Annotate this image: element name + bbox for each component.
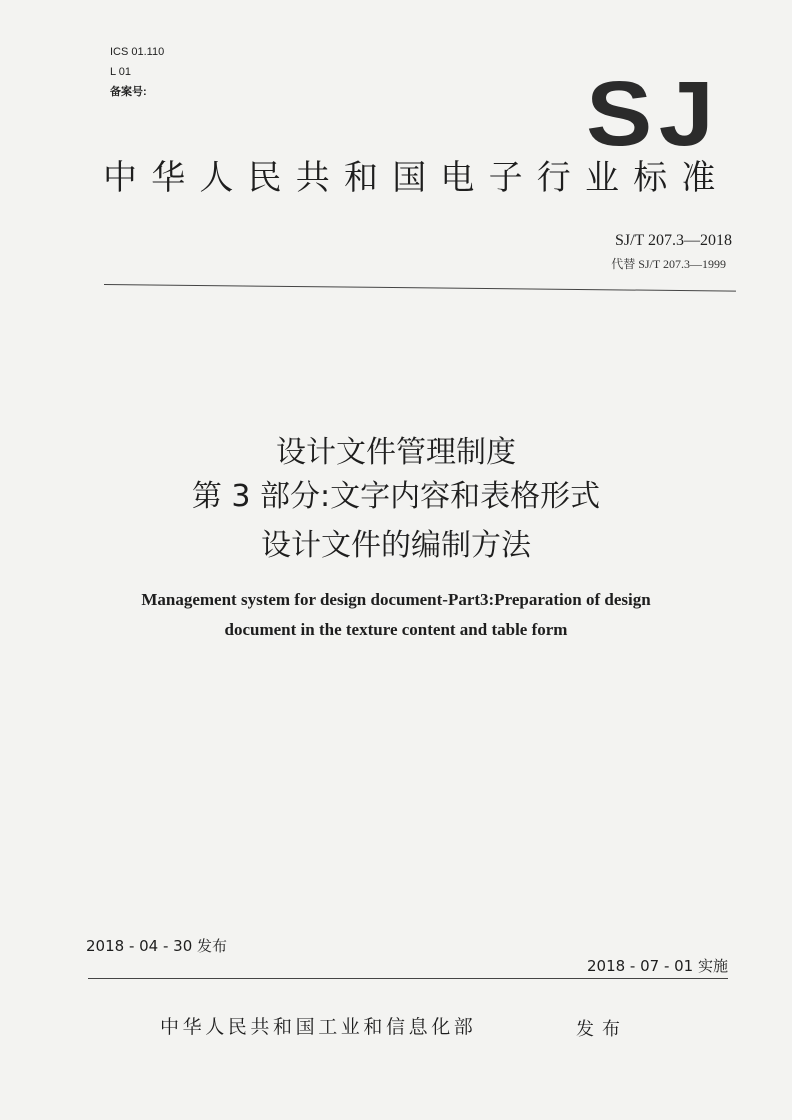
ccs-code: L 01 bbox=[110, 66, 132, 78]
industry-standard-title: 中华人民共和国电子行业标准 bbox=[103, 158, 730, 198]
ics-code: ICS 01.110 bbox=[110, 46, 165, 58]
header-divider bbox=[104, 284, 736, 292]
title-en-line-2: document in the texture content and table form bbox=[224, 620, 568, 639]
filing-label: 备案号: bbox=[110, 86, 147, 98]
footer-divider bbox=[88, 978, 728, 979]
title-cn-line-3: 设计文件的编制方法 bbox=[261, 528, 531, 563]
implementation-date: 2018 - 07 - 01 实施 bbox=[586, 957, 728, 975]
classification-block bbox=[110, 42, 164, 102]
title-en-line-1: Management system for design document-Part3:Preparation of design bbox=[141, 590, 651, 609]
standard-replaces: 代替 SJ/T 207.3—1999 bbox=[611, 257, 726, 271]
title-cn-line-1: 设计文件管理制度 bbox=[276, 435, 516, 470]
issuing-authority: 中华人民共和国工业和信息化部 bbox=[160, 1016, 477, 1038]
title-cn-line-2: 第 3 部分:文字内容和表格形式 bbox=[191, 479, 601, 514]
issuing-action: 发布 bbox=[576, 1019, 628, 1040]
standard-number: SJ/T 207.3—2018 bbox=[614, 232, 732, 249]
sj-logo: SJ bbox=[586, 63, 721, 165]
issue-date: 2018 - 04 - 30 发布 bbox=[86, 937, 228, 955]
